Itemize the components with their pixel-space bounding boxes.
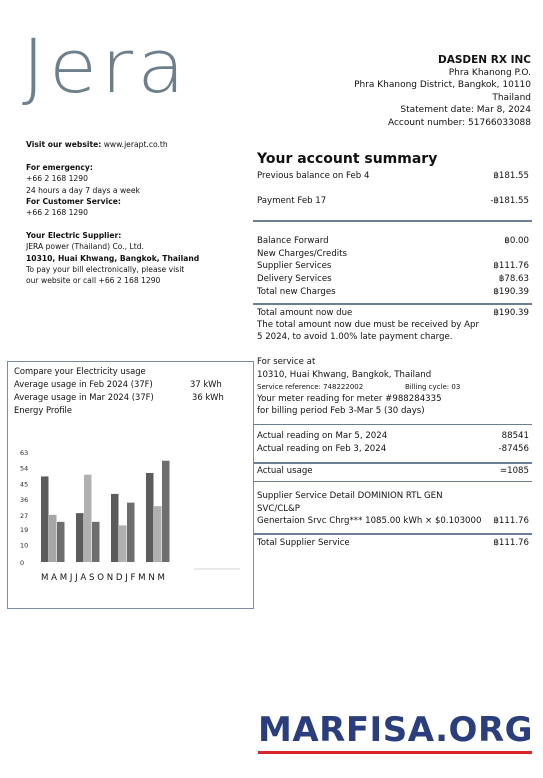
divider [253,220,532,222]
supplier-name: JERA power (Thailand) Co., Ltd. [26,242,144,252]
chart-bar [111,494,119,562]
mar-usage-value: 36 kWh [192,392,224,402]
delivery-services-row [257,273,529,286]
meter-reading: Your meter reading for meter #988284335 [257,394,442,404]
supplier-services-label: Supplier Services [257,261,332,271]
chart-bar [84,475,92,562]
delivery-services-amount: ฿78.63 [498,274,529,284]
total-new-charges-label: Total new Charges [257,287,336,297]
address-line-2: Phra Khanong District, Bangkok, 10110 [354,80,531,91]
chart-bar [57,522,65,562]
divider [253,481,532,482]
emergency-block [26,162,140,218]
billing-period: for billing period Feb 3-Mar 5 (30 days) [257,406,425,416]
y-tick-label: 19 [20,525,29,534]
energy-profile-label: Energy Profile [14,405,73,415]
generation-label: Genertaion Srvc Chrg*** 1085.00 kWh × $0.103000 [257,516,482,526]
statement-date: Statement date: Mar 8, 2024 [400,105,531,116]
emergency-phone: +66 2 168 1290 [26,174,88,184]
customer-service-phone: +66 2 168 1290 [26,208,88,218]
chart-bar [41,476,49,562]
energy-profile-chart [8,426,253,606]
service-reference-row [257,381,529,394]
supplier-services-amount: ฿111.76 [493,261,529,271]
total-supplier-row [257,537,529,550]
y-tick-label: 63 [20,449,29,457]
watermark-underline [258,751,532,754]
actual-reading-mar-value: 88541 [501,431,529,441]
feb-usage-value: 37 kWh [190,379,222,389]
marfisa-watermark: MARFISA.ORG [258,710,534,750]
jera-logo: Jera [22,24,190,110]
previous-balance-label: Previous balance on Feb 4 [257,171,370,181]
total-due-label: Total amount now due [257,308,353,318]
website-label: Visit our website: [26,140,102,149]
website-link[interactable]: www.jerapt.co.th [103,140,168,149]
chart-bar [119,525,127,562]
divider [253,303,532,305]
divider [253,533,532,535]
address-country: Thailand [492,92,531,103]
actual-usage-value: =1085 [499,466,529,476]
balance-forward-label: Balance Forward [257,236,329,246]
customer-service-label: For Customer Service: [26,196,121,206]
y-tick-label: 0 [20,559,25,567]
chart-bar [162,461,170,562]
total-new-charges-amount: ฿190.39 [493,287,529,297]
divider [253,462,532,464]
supplier-address: 10310, Huai Khwang, Bangkok, Thailand [26,253,200,263]
balance-forward-amount: ฿0.00 [504,236,529,246]
due-note-1: The total amount now due must be received by Apr [257,320,479,330]
supplier-detail-1: Supplier Service Detail DOMINION RTL GEN [257,491,443,501]
y-tick-label: 45 [20,480,29,489]
account-number: Account number: 51766033088 [387,117,531,128]
month-labels: M A M J J A S O N D J F M N M [41,573,165,583]
service-reference: Service reference: 748222002 [257,383,364,391]
payment-label: Payment Feb 17 [257,196,327,206]
billing-cycle: Billing cycle: 03 [405,383,461,391]
generation-amount: ฿111.76 [493,516,529,526]
due-note-2: 5 2024, to avoid 1.00% late payment charge. [257,332,453,342]
y-tick-label: 54 [20,464,29,473]
usage-comparison-box [7,361,254,609]
pay-line-2: our website or call +66 2 168 1290 [26,276,161,286]
customer-address-block [354,53,531,129]
actual-reading-mar-row [257,430,529,443]
previous-balance-row [257,170,529,183]
service-address: 10310, Huai Khwang, Bangkok, Thailand [257,370,432,380]
new-charges-row [257,248,529,261]
supplier-label: Your Electric Supplier: [26,231,122,240]
emergency-label: For emergency: [26,163,93,172]
emergency-hours: 24 hours a day 7 days a week [26,185,140,195]
feb-usage-label: Average usage in Feb 2024 (37F) [14,379,153,389]
balance-forward-row [257,235,529,248]
total-supplier-label: Total Supplier Service [257,538,350,548]
chart-bar [49,515,57,562]
chart-bar [92,522,100,562]
y-tick-label: 27 [20,511,29,520]
feb-usage-row [14,378,222,391]
actual-reading-feb-value: -87456 [498,444,529,454]
actual-usage-label: Actual usage [257,466,313,476]
mar-usage-label: Average usage in Mar 2024 (37F) [14,392,154,402]
supplier-detail-2: SVC/CL&P [257,504,300,514]
total-new-charges-row [257,286,529,299]
payment-row [257,195,529,208]
mar-usage-row [14,391,224,404]
generation-row [257,515,529,528]
actual-reading-feb-row [257,443,529,456]
chart-bar [76,513,84,562]
website-line [26,139,168,150]
supplier-services-row [257,260,529,273]
total-supplier-amount: ฿111.76 [493,538,529,548]
service-for: For service at [257,357,316,367]
pay-line-1: To pay your bill electronically, please visit [26,264,185,274]
customer-name: DASDEN RX INC [438,54,531,66]
supplier-block [26,230,199,286]
total-due-amount: ฿190.39 [493,308,529,318]
usage-title: Compare your Electricity usage [14,366,146,376]
chart-bar [127,503,135,562]
previous-balance-amount: ฿181.55 [493,171,529,181]
chart-bar [146,473,154,562]
actual-usage-row [257,465,529,478]
total-due-row [257,307,529,320]
y-tick-label: 36 [20,496,29,505]
y-tick-label: 10 [20,541,29,550]
chart-bar [154,506,162,562]
delivery-services-label: Delivery Services [257,274,332,284]
payment-amount: -฿181.55 [490,196,529,206]
address-line-1: Phra Khanong P.O. [448,68,531,78]
account-summary-title: Your account summary [257,151,438,167]
actual-reading-feb-label: Actual reading on Feb 3, 2024 [257,444,387,454]
divider [253,424,532,425]
new-charges-label: New Charges/Credits [257,249,348,259]
actual-reading-mar-label: Actual reading on Mar 5, 2024 [257,431,388,441]
